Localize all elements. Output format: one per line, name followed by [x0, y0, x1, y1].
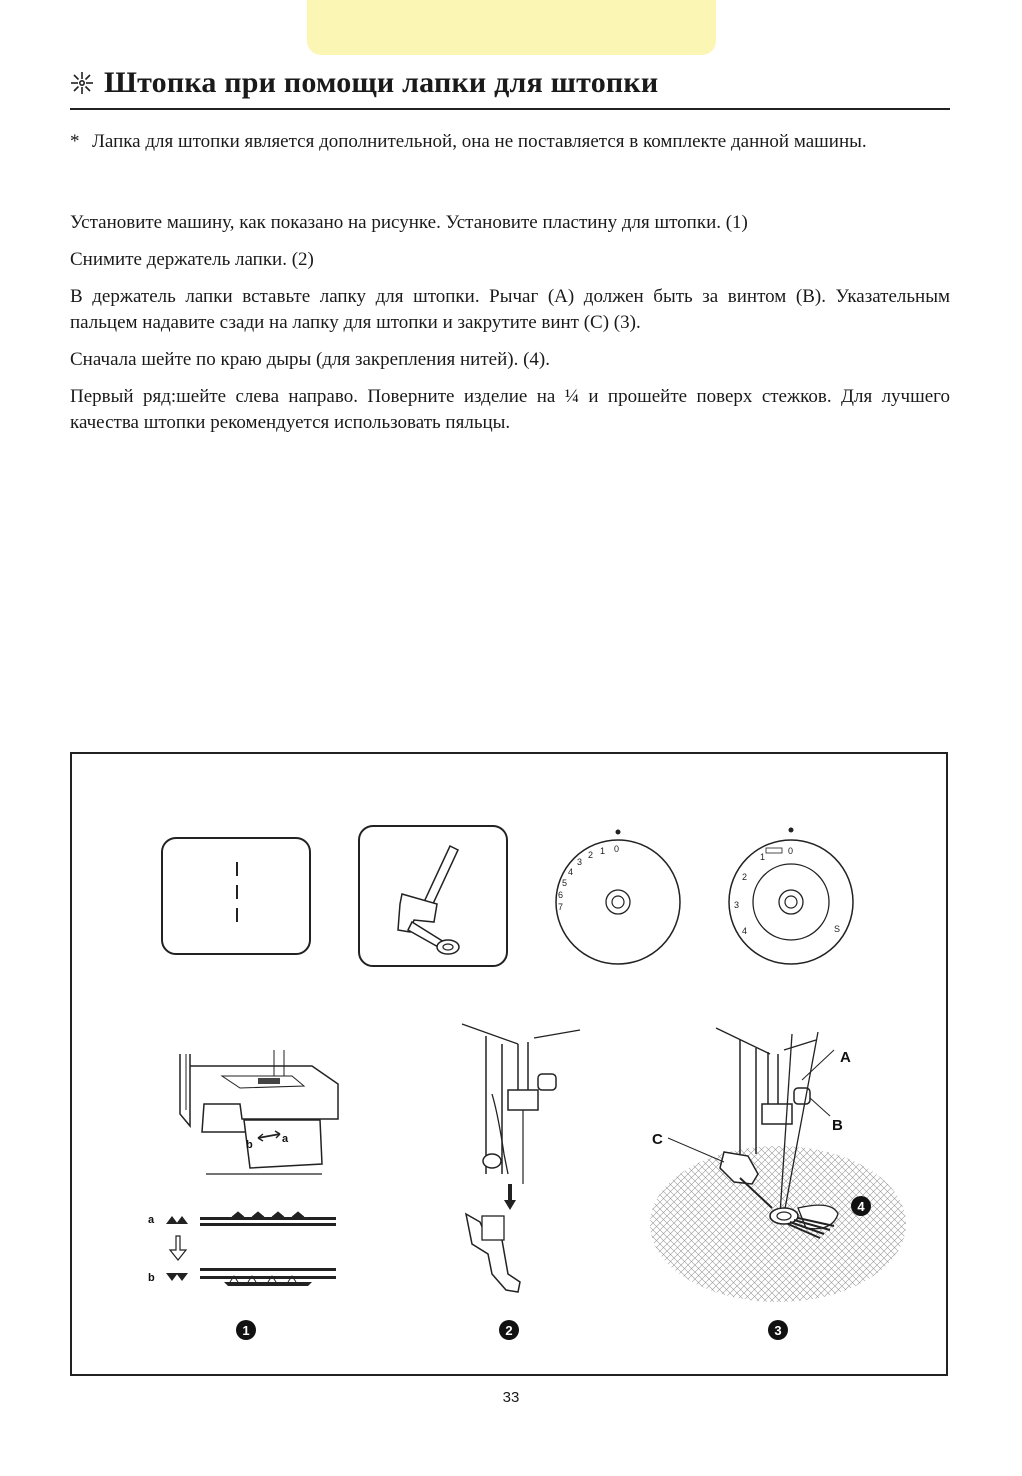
instruction-paragraph: В держатель лапки вставьте лапку для штопки. Рычаг (А) должен быть за винтом (В). Указательным пальцем надавите сзади на лапку для штопки и закрутите винт (С) (3). — [70, 286, 950, 333]
dial-number: 6 — [558, 890, 564, 900]
dial-number: 5 — [562, 878, 568, 888]
lever-label-b: b — [246, 1139, 253, 1151]
label-B: B — [832, 1117, 843, 1134]
svg-text:1: 1 — [242, 1323, 250, 1338]
dial-number: 0 — [788, 846, 794, 856]
title-underline — [70, 108, 950, 110]
step-marker-4 — [851, 1196, 871, 1216]
page-title: Штопка при помощи лапки для штопки — [104, 66, 659, 99]
page-number: 33 — [502, 1389, 520, 1406]
feed-dog-label-a: a — [148, 1214, 155, 1226]
instructions — [70, 210, 950, 447]
dial-number: 7 — [558, 902, 564, 912]
darning-foot-installed — [650, 1028, 906, 1302]
dial-number: 2 — [742, 872, 748, 882]
svg-text:3: 3 — [774, 1323, 782, 1338]
dial-number: 4 — [568, 867, 574, 877]
sparkle-icon — [70, 71, 94, 95]
instruction-paragraph: Установите машину, как показано на рисунке. Установите пластину для штопки. (1) — [70, 212, 748, 233]
label-C: C — [652, 1131, 663, 1148]
dial-number: 1 — [600, 846, 606, 856]
svg-text:2: 2 — [505, 1323, 513, 1338]
lever-label-a: a — [282, 1133, 289, 1145]
darning-illustration — [72, 754, 946, 1374]
stitch-width-dial — [729, 828, 853, 965]
illustration-panel — [70, 752, 948, 1376]
dial-number: 3 — [734, 900, 740, 910]
step-marker-2 — [499, 1320, 519, 1340]
machine-free-arm — [180, 1050, 338, 1174]
step-marker-3 — [768, 1320, 788, 1340]
dial-number: 0 — [614, 844, 620, 854]
dial-number: S — [834, 924, 841, 934]
note-text: Лапка для штопки является дополнительной, она не поставляется в комплекте данной машины. — [92, 131, 867, 152]
stitch-length-dial — [556, 830, 680, 965]
optional-accessory-note — [70, 129, 950, 155]
dial-number: 3 — [577, 857, 583, 867]
feed-dog-label-b: b — [148, 1272, 155, 1284]
darning-foot-icon — [359, 826, 507, 966]
header-tab — [307, 0, 716, 55]
instruction-paragraph: Снимите держатель лапки. (2) — [70, 249, 314, 270]
presser-foot-holder-removal — [462, 1024, 580, 1292]
label-A: A — [840, 1049, 851, 1066]
dial-number: 4 — [742, 926, 748, 936]
svg-text:4: 4 — [857, 1199, 865, 1214]
note-marker: * — [70, 131, 80, 152]
step-marker-1 — [236, 1320, 256, 1340]
section-heading — [70, 66, 950, 100]
dial-number: 2 — [588, 850, 594, 860]
instruction-paragraph: Первый ряд:шейте слева направо. Поверните изделие на ¼ и прошейте поверх стежков. Для лучшего качества штопки рекомендуется использовать пяльцы. — [70, 386, 950, 433]
feed-dog-positions — [148, 1212, 336, 1286]
instruction-paragraph: Сначала шейте по краю дыры (для закрепления нитей). (4). — [70, 349, 550, 370]
dial-number: 1 — [760, 852, 766, 862]
stitch-pattern-display — [162, 838, 310, 954]
